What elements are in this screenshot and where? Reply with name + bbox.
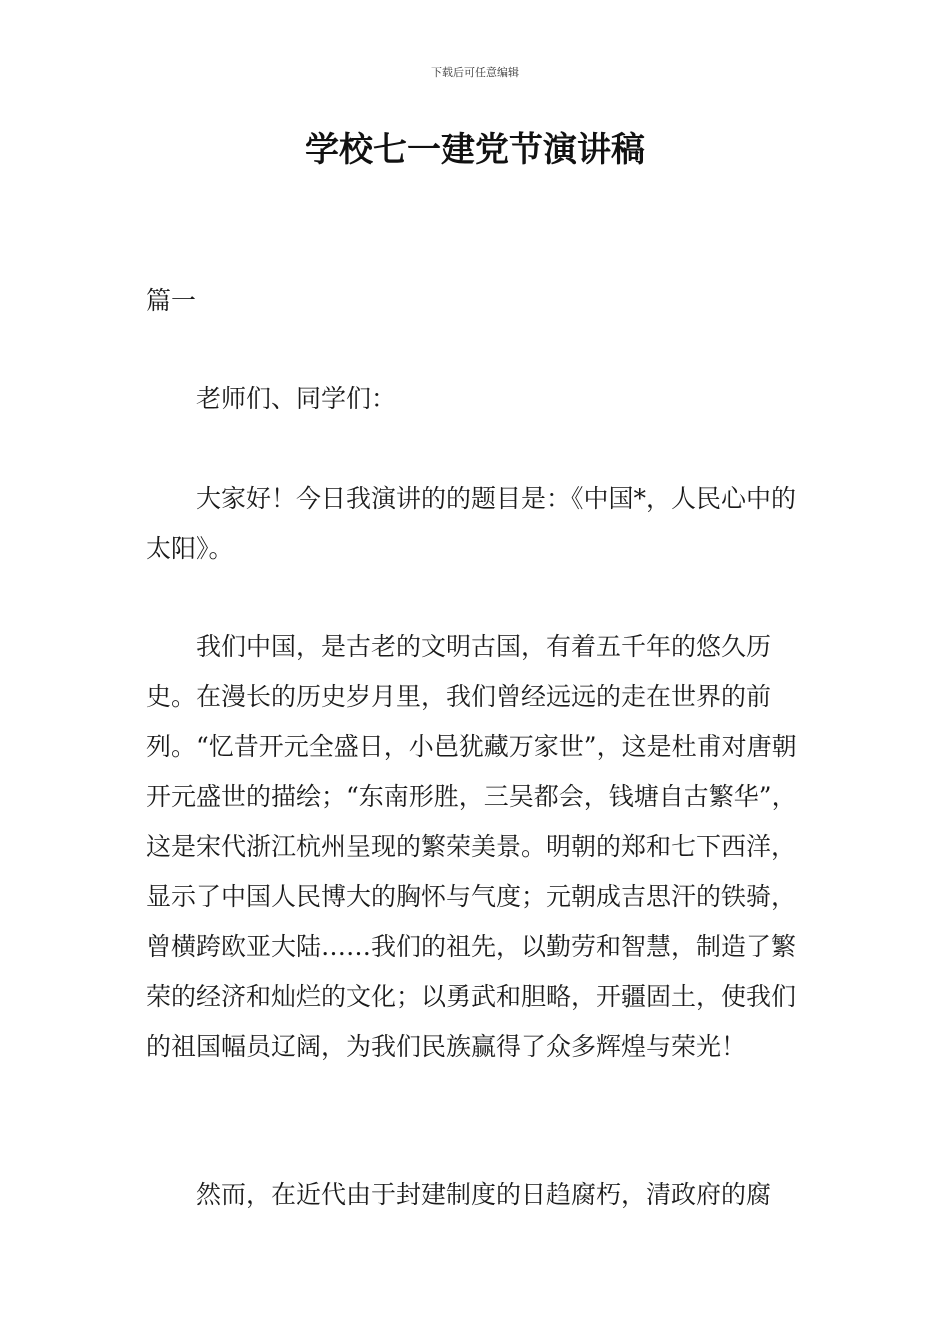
section-label: 篇一: [146, 286, 197, 315]
paragraph-intro: 大家好！今日我演讲的的题目是：《中国*，人民心中的太阳》。: [146, 484, 797, 563]
paragraph-modern: 然而，在近代由于封建制度的日趋腐朽，清政府的腐: [196, 1180, 772, 1209]
paragraph-history: 我们中国，是古老的文明古国，有着五千年的悠久历史。在漫长的历史岁月里，我们曾经远远的走在世界的前列。“忆昔开元全盛日，小邑犹藏万家世”，这是杜甫对唐朝开元盛世的描绘；“东南形胜，三吴都会，钱塘自古繁华”，这是宋代浙江杭州呈现的繁荣美景。明朝的郑和七下西洋，显示了中国人民博大的胸怀与气度；元朝成吉思汗的铁骑，曾横跨欧亚大陆……我们的祖先，以勤劳和智慧，制造了繁荣的经济和灿烂的文化；以勇武和胆略，开疆固土，使我们的祖国幅员辽阔，为我们民族赢得了众多辉煌与荣光！: [146, 632, 797, 1061]
paragraph-greeting: 老师们、同学们：: [196, 384, 397, 413]
header-note: 下载后可任意编辑: [431, 66, 519, 79]
document-title: 学校七一建党节演讲稿: [305, 130, 645, 170]
